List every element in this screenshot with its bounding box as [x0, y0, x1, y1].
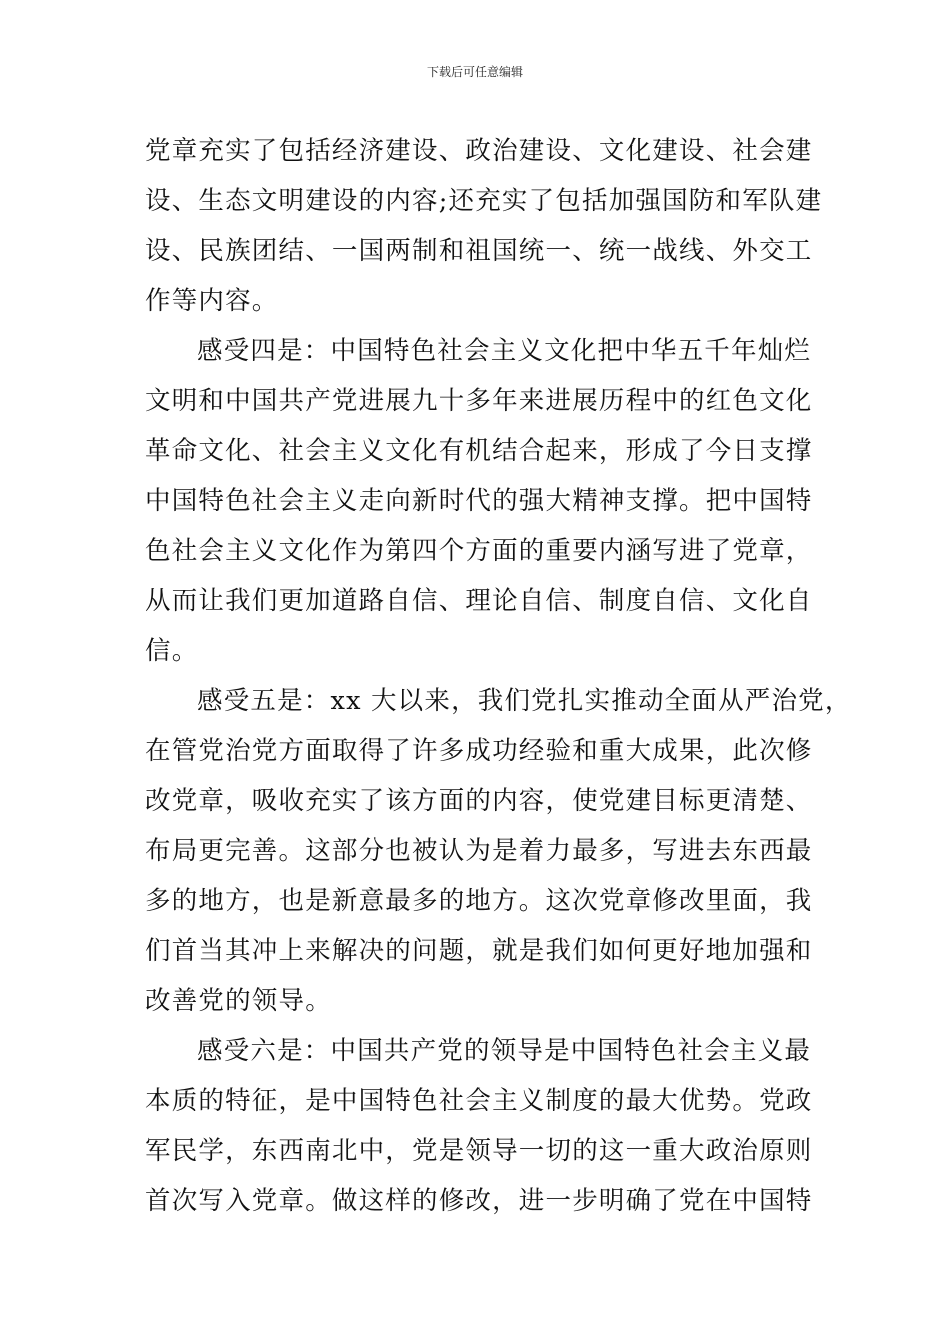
paragraph-2-line-1: 感受四是：中国特色社会主义文化把中华五千年灿烂 [197, 336, 812, 366]
paragraph-1-line-4: 作等内容。 [145, 286, 279, 316]
paragraph-4-line-1: 感受六是：中国共产党的领导是中国特色社会主义最 [197, 1036, 812, 1066]
paragraph-3-line-3: 改党章，吸收充实了该方面的内容，使党建目标更清楚、 [145, 786, 813, 816]
paragraph-2-line-2: 文明和中国共产党进展九十多年来进展历程中的红色文化 [145, 386, 813, 416]
paragraph-3-line-7: 改善党的领导。 [145, 986, 332, 1016]
paragraph-2-line-3: 革命文化、社会主义文化有机结合起来，形成了今日支撑 [145, 436, 813, 466]
paragraph-3-line-1: 感受五是：xx 大以来，我们党扎实推动全面从严治党， [197, 686, 852, 716]
paragraph-3-line-2: 在管党治党方面取得了许多成功经验和重大成果，此次修 [145, 736, 813, 766]
page-header-note: 下载后可任意编辑 [426, 65, 523, 79]
paragraph-2-line-5: 色社会主义文化作为第四个方面的重要内涵写进了党章， [145, 536, 813, 566]
paragraph-1-line-3: 设、民族团结、一国两制和祖国统一、统一战线、外交工 [145, 236, 813, 266]
paragraph-3-line-5: 多的地方，也是新意最多的地方。这次党章修改里面，我 [145, 886, 813, 916]
paragraph-4-line-4: 首次写入党章。做这样的修改，进一步明确了党在中国特 [145, 1186, 813, 1216]
paragraph-3-line-4: 布局更完善。这部分也被认为是着力最多，写进去东西最 [145, 836, 813, 866]
paragraph-1-line-2: 设、生态文明建设的内容;还充实了包括加强国防和军队建 [145, 186, 823, 216]
paragraph-2-line-7: 信。 [145, 636, 199, 666]
paragraph-2-line-6: 从而让我们更加道路自信、理论自信、制度自信、文化自 [145, 586, 813, 616]
paragraph-4-line-2: 本质的特征，是中国特色社会主义制度的最大优势。党政 [145, 1086, 813, 1116]
paragraph-2-line-4: 中国特色社会主义走向新时代的强大精神支撑。把中国特 [145, 486, 813, 516]
paragraph-4-line-3: 军民学，东西南北中，党是领导一切的这一重大政治原则 [145, 1136, 813, 1166]
document-body [145, 126, 852, 1226]
paragraph-3-line-6: 们首当其冲上来解决的问题，就是我们如何更好地加强和 [145, 936, 813, 966]
paragraph-1-line-1: 党章充实了包括经济建设、政治建设、文化建设、社会建 [145, 136, 813, 166]
